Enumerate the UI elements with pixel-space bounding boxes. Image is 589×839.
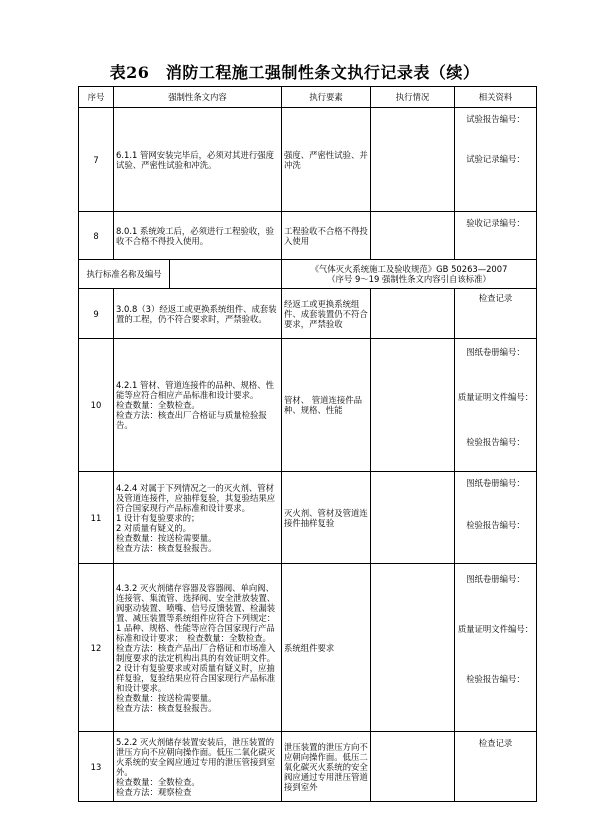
- row-content: 4.3.2 灭火剂储存容器及容器阀、单向阀、连接管、集流管、选择阀、安全泄放装置、阀驱动装置、喷嘴、信号反馈装置、检漏装置、减压装置等系统组件应符合下列规定： 1 品种、规格、性能等应符合国家现行产品标准和设计要求； 检查数量：全数检查。 检查方法：核查产品出厂合格证和市场准入制度要求的法定机构出具的有效证明文件。 2 设计有复验要求或对质量有疑义时，应抽样复验，复验结果应符合国家现行产品标准和设计要求。 检查数量：按送检需要量。 检查方法：核查复验报告。: [114, 564, 282, 732]
- table-row: [79, 289, 537, 339]
- row-refs: [455, 472, 537, 564]
- row-status[interactable]: [371, 732, 455, 802]
- record-table: [78, 86, 537, 802]
- table-row: [79, 212, 537, 260]
- table-row: [79, 564, 537, 732]
- row-no: 8: [79, 212, 114, 260]
- row-requirement: 强度、严密性试验、并冲洗: [282, 108, 371, 212]
- row-content: 3.0.8（3）经返工或更换系统组件、成套装置的工程，仍不符合要求时，严禁验收。: [114, 289, 282, 339]
- row-no: 9: [79, 289, 114, 339]
- header-requirement: 执行要素: [282, 87, 371, 108]
- row-no: 12: [79, 564, 114, 732]
- row-status[interactable]: [371, 212, 455, 260]
- ref-item: 图纸卷册编号：: [466, 347, 525, 357]
- standard-name: [282, 260, 537, 289]
- table-row: [79, 472, 537, 564]
- row-requirement: 泄压装置的泄压方向不应朝向操作面。低压二氧化碳灭火系统的安全阀应通过专用泄压管道接到室外: [282, 732, 371, 802]
- table-row: [79, 732, 537, 802]
- row-requirement: 管材、 管道连接件品种、规格、性能: [282, 339, 371, 472]
- ref-item: 试验报告编号：: [466, 114, 525, 124]
- standard-line1: 《气体灭火系统施工及验收规范》GB 50263—2007: [310, 264, 508, 274]
- row-refs: [455, 339, 537, 472]
- row-requirement: 系统组件要求: [282, 564, 371, 732]
- row-status[interactable]: [371, 289, 455, 339]
- row-no: 11: [79, 472, 114, 564]
- header-refs: 相关资料: [455, 87, 537, 108]
- row-content: 4.2.1 管材、管道连接件的品种、规格、性能等应符合相应产品标准和设计要求。 检查数量：全数检查。 检查方法：核查出厂合格证与质量检验报告。: [114, 339, 282, 472]
- row-no: 13: [79, 732, 114, 802]
- row-refs: [455, 564, 537, 732]
- ref-item: 检验报告编号：: [466, 437, 525, 447]
- ref-item: 质量证明文件编号：: [457, 392, 534, 402]
- page-title: 表26 消防工程施工强制性条文执行记录表（续）: [109, 63, 480, 82]
- ref-item: 检查记录: [478, 293, 513, 303]
- table-header-row: [79, 87, 537, 108]
- row-status[interactable]: [371, 108, 455, 212]
- ref-item: 质量证明文件编号：: [457, 624, 534, 634]
- ref-item: 检查记录: [478, 738, 513, 748]
- row-no: 7: [79, 108, 114, 212]
- row-refs: [455, 212, 537, 260]
- row-requirement: 灭火剂、管材及管道连接件抽样复验: [282, 472, 371, 564]
- table-row: [79, 108, 537, 212]
- row-requirement: 经返工或更换系统组件、成套装置仍不符合要求，严禁验收: [282, 289, 371, 339]
- standard-line2: （序号 9～19 强制性条文内容引自该标准）: [327, 274, 491, 284]
- ref-item: 检验报告编号：: [466, 520, 525, 530]
- row-requirement: 工程验收不合格不得投入使用: [282, 212, 371, 260]
- row-content: 8.0.1 系统竣工后，必须进行工程验收，验收不合格不得投入使用。: [114, 212, 282, 260]
- standard-label: 执行标准名称及编号: [79, 260, 170, 288]
- row-status[interactable]: [371, 339, 455, 472]
- row-content: 6.1.1 管网安装完毕后，必须对其进行强度试验、严密性试验和冲洗。: [114, 108, 282, 212]
- header-content: 强制性条文内容: [114, 87, 282, 108]
- ref-item: 图纸卷册编号：: [466, 574, 525, 584]
- ref-item: 试验记录编号：: [466, 154, 525, 164]
- ref-item: 验收记录编号：: [466, 218, 525, 228]
- row-refs: [455, 732, 537, 802]
- standard-row: [79, 260, 537, 289]
- row-no: 10: [79, 339, 114, 472]
- row-content: 5.2.2 灭火剂储存装置安装后，泄压装置的泄压方向不应朝向操作面。低压二氧化碳灭火系统的安全阀应通过专用的泄压管接到室外。 检查数量：全数检查。 检查方法：观察检查: [114, 732, 282, 802]
- table-row: [79, 339, 537, 472]
- row-status[interactable]: [371, 472, 455, 564]
- row-refs: [455, 289, 537, 339]
- ref-item: 检验报告编号：: [466, 674, 525, 684]
- header-status: 执行情况: [371, 87, 455, 108]
- header-no: 序号: [79, 87, 114, 108]
- ref-item: 图纸卷册编号：: [466, 478, 525, 488]
- row-refs: [455, 108, 537, 212]
- row-content: 4.2.4 对属于下列情况之一的灭火剂、管材及管道连接件，应抽样复验，其复验结果应符合国家现行产品标准和设计要求。 1 设计有复验要求的； 2 对质量有疑义的。 检查数量：按送检需要量。 检查方法：核查复验报告。: [114, 472, 282, 564]
- row-status[interactable]: [371, 564, 455, 732]
